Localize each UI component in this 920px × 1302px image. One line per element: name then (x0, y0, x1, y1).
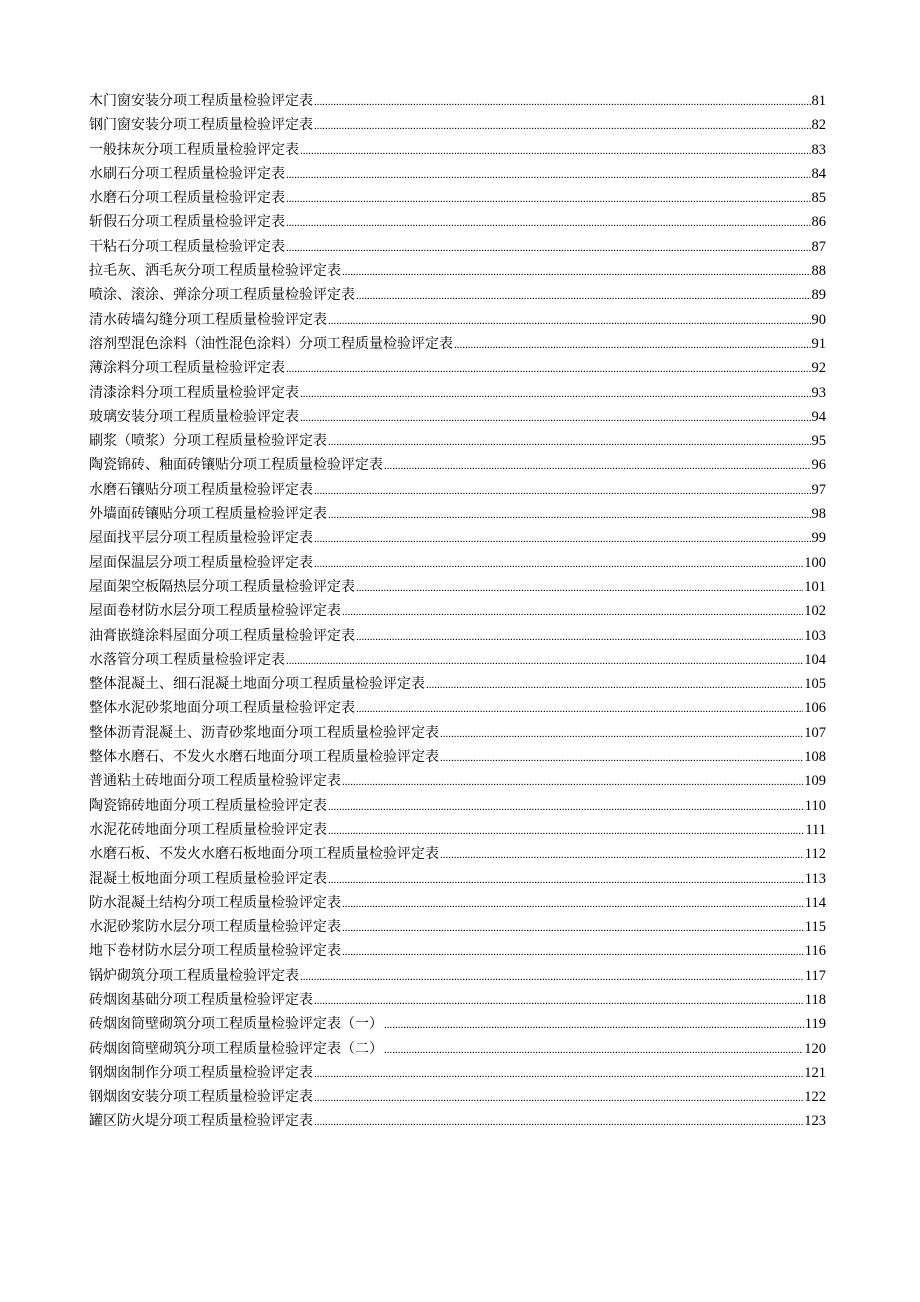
dot-leader (356, 575, 803, 600)
toc-entry-title: 普通粘土砖地面分项工程质量检验评定表 (89, 773, 341, 790)
dot-leader (454, 332, 811, 357)
toc-entry-page-number: 99 (811, 530, 826, 547)
toc-entry-title: 干粘石分项工程质量检验评定表 (89, 238, 285, 255)
toc-entry-title: 陶瓷锦砖、釉面砖镶贴分项工程质量检验评定表 (89, 457, 383, 474)
toc-entry-title: 屋面找平层分项工程质量检验评定表 (89, 530, 313, 547)
toc-entry[interactable] (89, 162, 826, 186)
toc-entry-page-number: 87 (811, 238, 826, 255)
toc-entry[interactable] (89, 769, 826, 793)
dot-leader (314, 526, 811, 551)
dot-leader (286, 162, 811, 187)
toc-entry[interactable] (89, 575, 826, 599)
dot-leader (384, 1012, 804, 1037)
toc-entry[interactable] (89, 526, 826, 550)
toc-entry[interactable] (89, 89, 826, 113)
toc-entry-page-number: 96 (811, 457, 826, 474)
dot-leader (328, 502, 811, 527)
toc-entry-title: 混凝土板地面分项工程质量检验评定表 (89, 870, 327, 887)
toc-entry-page-number: 81 (811, 93, 826, 109)
toc-entry[interactable] (89, 915, 826, 939)
toc-entry-page-number: 104 (804, 651, 826, 668)
toc-entry[interactable] (89, 405, 826, 429)
toc-entry-title: 水磨石板、不发火水磨石板地面分项工程质量检验评定表 (89, 846, 439, 863)
toc-entry-page-number: 84 (811, 165, 826, 182)
dot-leader (328, 867, 804, 892)
toc-entry-page-number: 105 (804, 676, 826, 693)
toc-entry-page-number: 97 (811, 481, 826, 498)
dot-leader (384, 1037, 803, 1062)
toc-entry[interactable] (89, 308, 826, 332)
dot-leader (300, 381, 811, 406)
toc-entry-title: 薄涂料分项工程质量检验评定表 (89, 360, 285, 377)
table-of-contents (89, 89, 826, 1134)
dot-leader (314, 89, 811, 114)
dot-leader (286, 235, 811, 260)
dot-leader (356, 696, 803, 721)
toc-entry-title: 油膏嵌缝涂料屋面分项工程质量检验评定表 (89, 627, 355, 644)
toc-entry-page-number: 89 (811, 287, 826, 304)
toc-entry-page-number: 108 (804, 749, 826, 766)
dot-leader (300, 964, 804, 989)
toc-entry[interactable] (89, 672, 826, 696)
toc-entry-title: 钢烟囱安装分项工程质量检验评定表 (89, 1089, 313, 1106)
toc-entry-title: 水磨石分项工程质量检验评定表 (89, 190, 285, 207)
toc-entry-title: 砖烟囱筒壁砌筑分项工程质量检验评定表（一） (89, 1016, 383, 1033)
dot-leader (328, 308, 811, 333)
toc-entry[interactable] (89, 891, 826, 915)
toc-entry-title: 钢门窗安装分项工程质量检验评定表 (89, 117, 313, 134)
toc-entry-title: 水落管分项工程质量检验评定表 (89, 651, 285, 668)
toc-entry-page-number: 114 (804, 894, 826, 911)
dot-leader (314, 1109, 803, 1134)
toc-entry-title: 木门窗安装分项工程质量检验评定表 (89, 93, 313, 109)
toc-entry[interactable] (89, 988, 826, 1012)
toc-entry[interactable] (89, 453, 826, 477)
toc-entry[interactable] (89, 842, 826, 866)
toc-entry[interactable] (89, 599, 826, 623)
dot-leader (342, 915, 804, 940)
toc-entry[interactable] (89, 648, 826, 672)
toc-entry-title: 屋面保温层分项工程质量检验评定表 (89, 554, 313, 571)
toc-entry-title: 水泥砂浆防水层分项工程质量检验评定表 (89, 919, 341, 936)
dot-leader (342, 769, 803, 794)
dot-leader (440, 842, 804, 867)
toc-entry-title: 整体水泥砂浆地面分项工程质量检验评定表 (89, 700, 355, 717)
toc-entry[interactable] (89, 818, 826, 842)
toc-entry[interactable] (89, 429, 826, 453)
toc-entry-page-number: 106 (804, 700, 826, 717)
dot-leader (342, 939, 804, 964)
toc-entry[interactable] (89, 721, 826, 745)
dot-leader (286, 648, 803, 673)
toc-entry[interactable] (89, 794, 826, 818)
dot-leader (342, 599, 803, 624)
toc-entry[interactable] (89, 624, 826, 648)
dot-leader (314, 1061, 803, 1086)
toc-entry[interactable] (89, 381, 826, 405)
toc-entry[interactable] (89, 210, 826, 234)
toc-entry[interactable] (89, 1109, 826, 1133)
toc-entry-title: 溶剂型混色涂料（油性混色涂料）分项工程质量检验评定表 (89, 335, 453, 352)
toc-entry-page-number: 100 (804, 554, 826, 571)
toc-entry-page-number: 94 (811, 408, 826, 425)
toc-entry-page-number: 120 (804, 1040, 826, 1057)
toc-entry-page-number: 109 (804, 773, 826, 790)
dot-leader (314, 551, 803, 576)
toc-entry-title: 拉毛灰、洒毛灰分项工程质量检验评定表 (89, 263, 341, 280)
toc-entry-page-number: 116 (804, 943, 826, 960)
toc-entry[interactable] (89, 332, 826, 356)
dot-leader (300, 405, 811, 430)
toc-entry-page-number: 86 (811, 214, 826, 231)
dot-leader (314, 1085, 803, 1110)
toc-entry[interactable] (89, 502, 826, 526)
toc-entry-title: 水磨石镶贴分项工程质量检验评定表 (89, 481, 313, 498)
toc-entry-title: 水泥花砖地面分项工程质量检验评定表 (89, 821, 327, 838)
toc-entry-title: 砖烟囱基础分项工程质量检验评定表 (89, 991, 313, 1008)
toc-entry-page-number: 117 (804, 967, 826, 984)
toc-entry-title: 刷浆（喷浆）分项工程质量检验评定表 (89, 433, 327, 450)
dot-leader (314, 478, 811, 503)
toc-entry-page-number: 107 (804, 724, 826, 741)
toc-entry-page-number: 82 (811, 117, 826, 134)
toc-entry-title: 清水砖墙勾缝分项工程质量检验评定表 (89, 311, 327, 328)
toc-entry[interactable] (89, 186, 826, 210)
toc-entry-title: 锅炉砌筑分项工程质量检验评定表 (89, 967, 299, 984)
toc-entry[interactable] (89, 551, 826, 575)
toc-entry-page-number: 115 (804, 919, 826, 936)
dot-leader (342, 259, 811, 284)
toc-entry-title: 钢烟囱制作分项工程质量检验评定表 (89, 1064, 313, 1081)
toc-entry-page-number: 111 (805, 821, 826, 838)
toc-entry-page-number: 113 (804, 870, 826, 887)
dot-leader (384, 453, 811, 478)
toc-entry-page-number: 93 (811, 384, 826, 401)
dot-leader (328, 794, 804, 819)
toc-entry-page-number: 102 (804, 603, 826, 620)
toc-entry[interactable] (89, 283, 826, 307)
toc-entry[interactable] (89, 1037, 826, 1061)
toc-entry-page-number: 90 (811, 311, 826, 328)
toc-entry-title: 屋面架空板隔热层分项工程质量检验评定表 (89, 578, 355, 595)
toc-entry-title: 整体水磨石、不发火水磨石地面分项工程质量检验评定表 (89, 749, 439, 766)
toc-entry-title: 屋面卷材防水层分项工程质量检验评定表 (89, 603, 341, 620)
toc-entry-title: 整体混凝土、细石混凝土地面分项工程质量检验评定表 (89, 676, 425, 693)
toc-entry-page-number: 101 (804, 578, 826, 595)
dot-leader (328, 429, 811, 454)
toc-entry-page-number: 92 (811, 360, 826, 377)
toc-entry-title: 一般抹灰分项工程质量检验评定表 (89, 141, 299, 158)
dot-leader (286, 356, 811, 381)
dot-leader (342, 891, 804, 916)
dot-leader (356, 283, 811, 308)
toc-entry[interactable] (89, 964, 826, 988)
dot-leader (356, 624, 803, 649)
toc-entry-title: 罐区防火堤分项工程质量检验评定表 (89, 1113, 313, 1130)
toc-entry-title: 整体沥青混凝土、沥青砂浆地面分项工程质量检验评定表 (89, 724, 439, 741)
toc-entry-title: 防水混凝土结构分项工程质量检验评定表 (89, 894, 341, 911)
toc-entry-title: 地下卷材防水层分项工程质量检验评定表 (89, 943, 341, 960)
toc-entry-title: 清漆涂料分项工程质量检验评定表 (89, 384, 299, 401)
toc-entry-title: 陶瓷锦砖地面分项工程质量检验评定表 (89, 797, 327, 814)
toc-entry-page-number: 121 (804, 1064, 826, 1081)
dot-leader (440, 721, 803, 746)
toc-entry-title: 砖烟囱筒壁砌筑分项工程质量检验评定表（二） (89, 1040, 383, 1057)
toc-entry-page-number: 85 (811, 190, 826, 207)
toc-entry-page-number: 110 (804, 797, 826, 814)
toc-entry[interactable] (89, 113, 826, 137)
toc-entry-page-number: 112 (804, 846, 826, 863)
toc-entry-page-number: 95 (811, 433, 826, 450)
dot-leader (328, 818, 804, 843)
dot-leader (300, 138, 811, 163)
dot-leader (314, 113, 811, 138)
toc-entry-title: 玻璃安装分项工程质量检验评定表 (89, 408, 299, 425)
toc-entry-page-number: 123 (804, 1113, 826, 1130)
dot-leader (426, 672, 803, 697)
toc-entry[interactable] (89, 235, 826, 259)
toc-entry-title: 水刷石分项工程质量检验评定表 (89, 165, 285, 182)
toc-entry[interactable] (89, 745, 826, 769)
toc-entry-page-number: 122 (804, 1089, 826, 1106)
dot-leader (286, 210, 811, 235)
toc-entry-page-number: 103 (804, 627, 826, 644)
toc-entry-page-number: 91 (811, 335, 826, 352)
toc-entry-page-number: 83 (811, 141, 826, 158)
toc-entry[interactable] (89, 138, 826, 162)
toc-entry-page-number: 98 (811, 506, 826, 523)
toc-entry[interactable] (89, 867, 826, 891)
toc-entry-title: 外墙面砖镶贴分项工程质量检验评定表 (89, 506, 327, 523)
toc-entry-title: 喷涂、滚涂、弹涂分项工程质量检验评定表 (89, 287, 355, 304)
toc-entry[interactable] (89, 696, 826, 720)
toc-entry[interactable] (89, 1061, 826, 1085)
dot-leader (286, 186, 811, 211)
toc-entry[interactable] (89, 1085, 826, 1109)
toc-entry-title: 斩假石分项工程质量检验评定表 (89, 214, 285, 231)
dot-leader (440, 745, 803, 770)
toc-entry-page-number: 118 (804, 991, 826, 1008)
toc-entry[interactable] (89, 356, 826, 380)
dot-leader (314, 988, 804, 1013)
toc-entry-page-number: 88 (811, 263, 826, 280)
toc-entry[interactable] (89, 478, 826, 502)
toc-entry[interactable] (89, 259, 826, 283)
toc-entry-page-number: 119 (804, 1016, 826, 1033)
toc-entry[interactable] (89, 939, 826, 963)
toc-entry[interactable] (89, 1012, 826, 1036)
